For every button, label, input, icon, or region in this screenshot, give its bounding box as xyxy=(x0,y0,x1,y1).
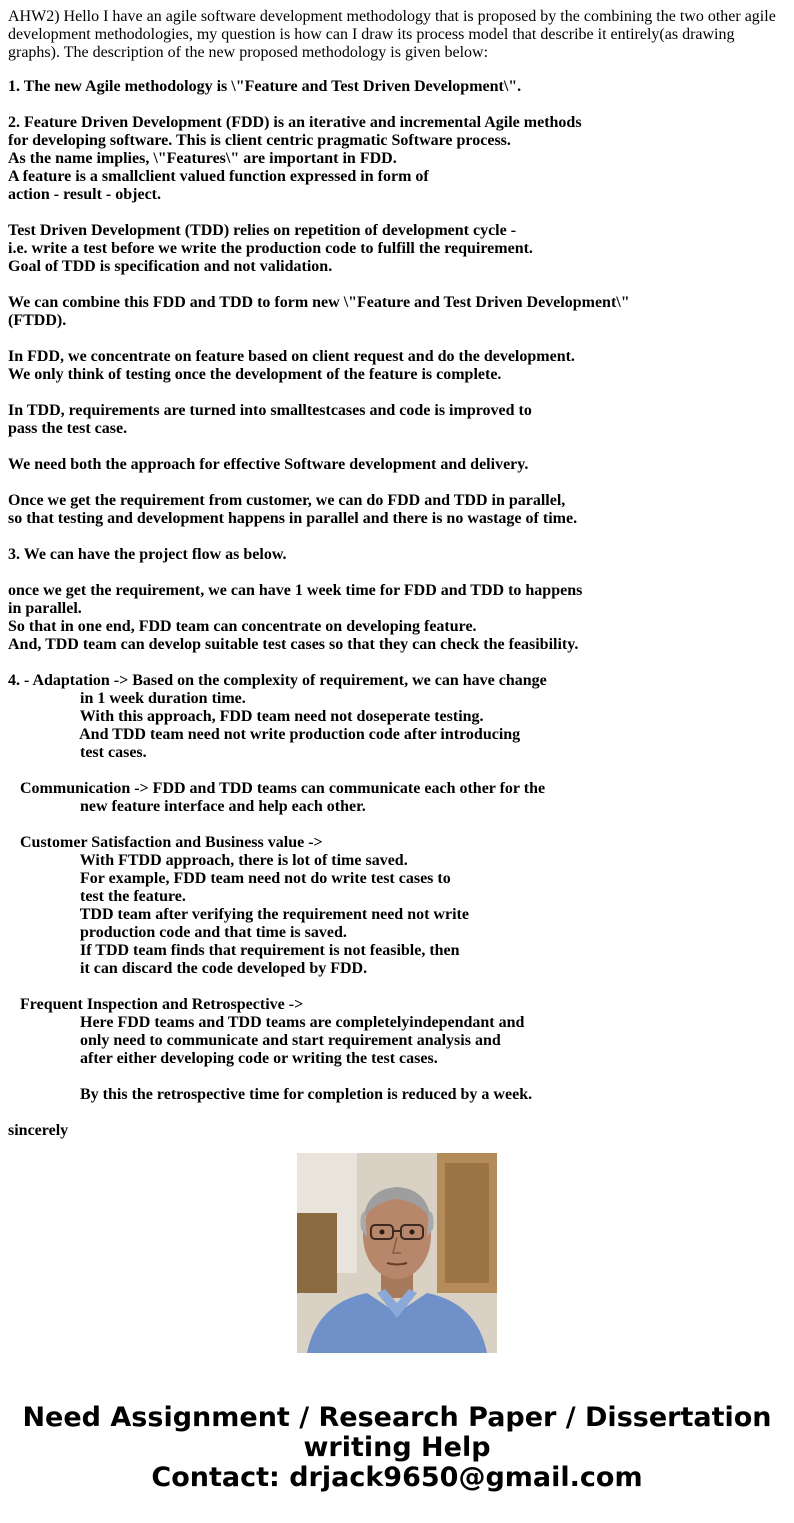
promo-contact-line: Contact: drjack9650@gmail.com xyxy=(151,1462,643,1493)
question-body: 1. The new Agile methodology is \"Feature and Test Driven Development\". 2. Feature Driven Development (FDD) is an iterative and incremental Agile methods for developing software. This is client centric pragmatic Software process. As the name implies, \"Features\" are important in FDD. A feature is a smallclient valued function expressed in form of action - result - object. Test Driven Development (TDD) relies on repetition of development cycle - i.e. write a test before we write the production code to fulfill the requirement. Goal of TDD is specification and not validation. We can combine this FDD and TDD to form new \"Feature and Test Driven Development\" (FTDD). In FDD, we concentrate on feature based on client request and do the development. We only think of testing once the development of the feature is complete. In TDD, requirements are turned into smalltestcases and code is improved to pass the test case. We need both the approach for effective Software development and delivery. Once we get the requirement from customer, we can do FDD and TDD in parallel, so that testing and development happens in parallel and there is no wastage of time. 3. We can have the project flow as below. once we get the requirement, we can have 1 week time for FDD and TDD to happens in parallel. So that in one end, FDD team can concentrate on developing feature. And, TDD team can develop suitable test cases so that they can check the feasibility. 4. - Adaptation -> Based on the complexity of requirement, we can have change in 1 week duration time. With this approach, FDD team need not doseperate testing. And TDD team need not write production code after introducing test cases. Communication -> FDD and TDD teams can communicate each other for the new feature interface and help each other. Customer Satisfaction and Business value -> With FTDD approach, there is lot of time saved. For example, FDD team need not do write test cases to test the feature. TDD team after verifying the requirement need not write production code and that time is saved. If TDD team finds that requirement is not feasible, then it can discard the code developed by FDD. Frequent Inspection and Retrospective -> Here FDD teams and TDD teams are completelyindependant and only need to communicate and start requirement analysis and after either developing code or writing the test cases. By this the retrospective time for completion is reduced by a week. sincerely xyxy=(8,78,630,1139)
question-panel xyxy=(8,8,786,1139)
avatar-portrait-icon xyxy=(297,1153,497,1353)
question-intro: AHW2) Hello I have an agile software development methodology that is proposed by the combining the two other agile development methodologies, my question is how can I draw its process model that describe it entirely(as drawing graphs). The description of the new proposed methodology is given below: xyxy=(8,8,776,61)
promo-line-1: Need Assignment / Research Paper / Dissertation xyxy=(22,1402,772,1433)
promo-line-2: writing Help xyxy=(303,1432,491,1463)
contact-banner xyxy=(0,1403,794,1493)
author-avatar xyxy=(297,1153,497,1353)
